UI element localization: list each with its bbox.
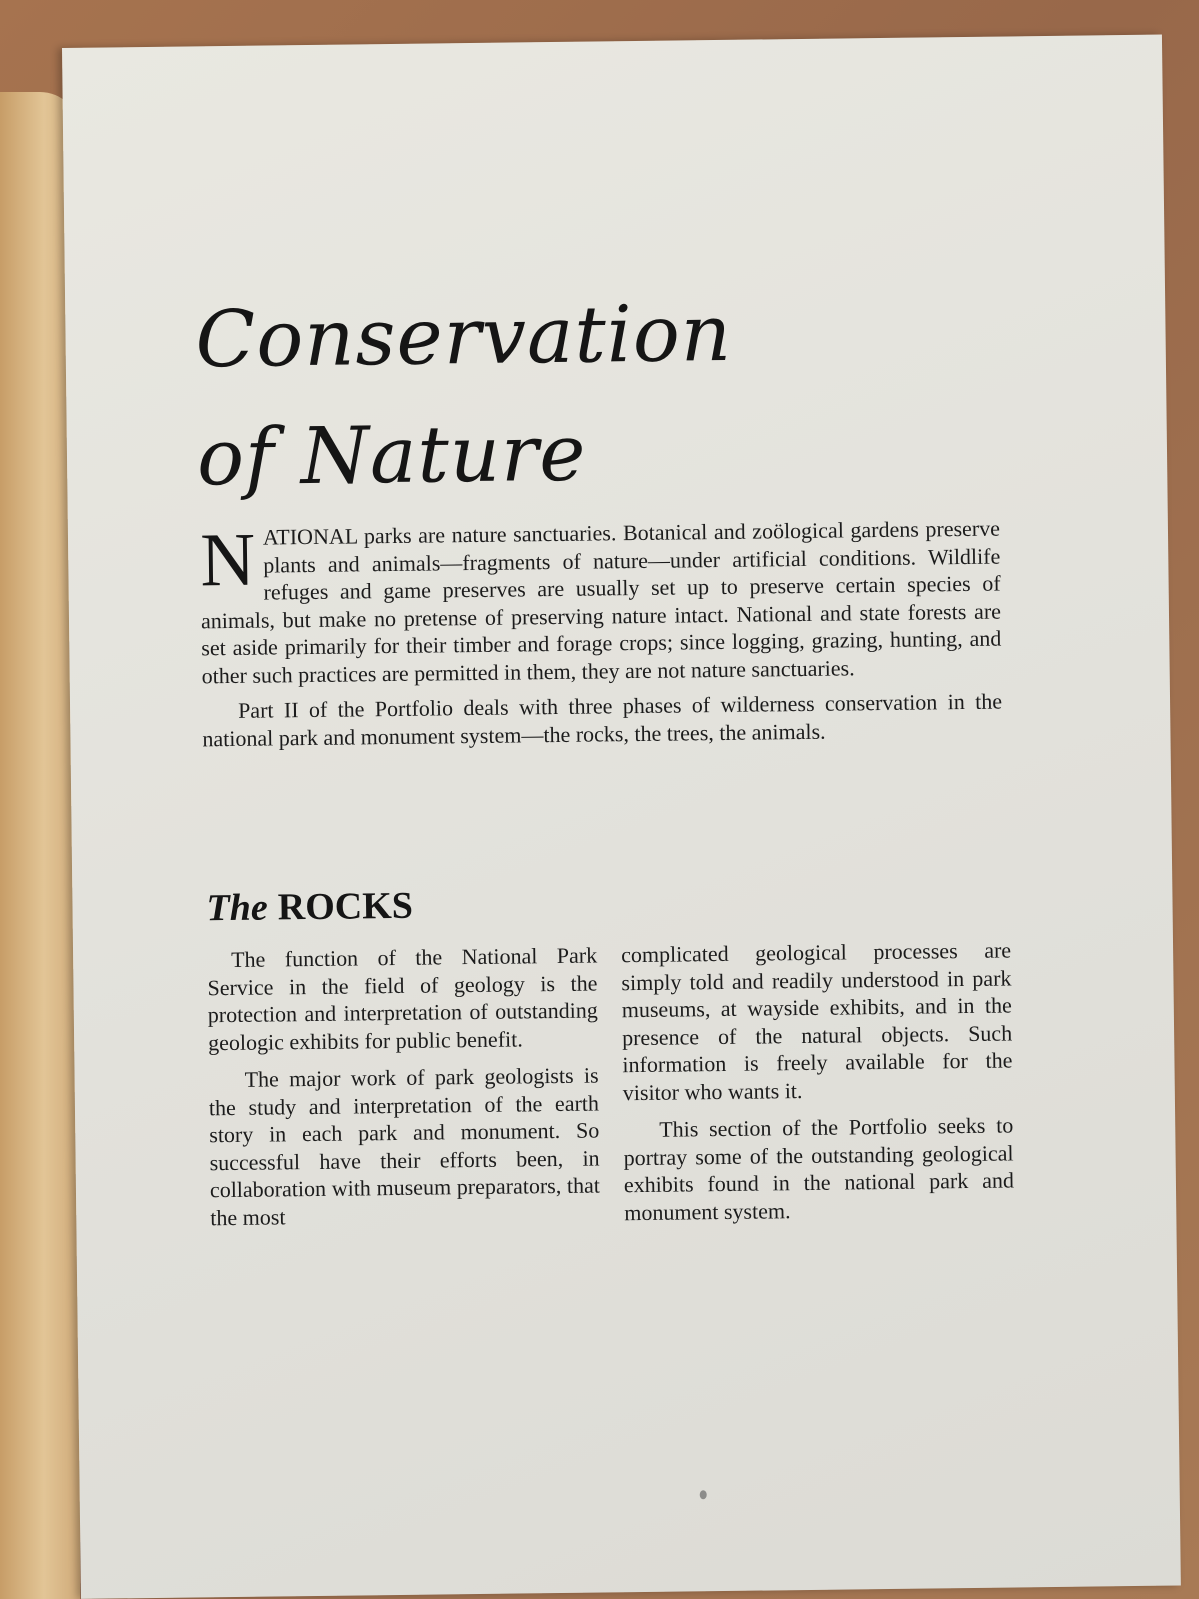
drop-cap: N: [199, 517, 256, 603]
left-column: [207, 942, 600, 1232]
booklet-page: [62, 35, 1181, 1599]
left-paragraph-1: The function of the National Park Service in the field of geology is the protection and interpretation of outstanding geologic exhibits for public benefit.: [207, 942, 598, 1055]
paper-speck: [700, 1490, 707, 1499]
left-paragraph-2: The major work of park geologists is the study and interpretation of the earth story in each park and monument. So successful have their efforts been, in collaboration with museum preparators, that the most: [208, 1062, 601, 1230]
section-heading-article: The: [206, 886, 268, 930]
right-paragraph-2: This section of the Portfolio seeks to portray some of the outstanding geological exhibits found in the national park and monument system.: [623, 1112, 1015, 1225]
intro-paragraph-1-text: ATIONAL parks are nature sanctuaries. Botanical and zoölogical gardens preserve plants and animals—fragments of nature—under artificial conditions. Wildlife refuges and game preserves are usually set up to preserve certain species of animals, but make no pretense of preserving nature intact. National and state forests are set aside primarily for their timber and forage crops; since logging, grazing, hunting, and other such practices are permitted in them, they are not nature sanctuaries.: [200, 515, 1002, 688]
intro-paragraph-1: [200, 515, 1002, 690]
page-title: [195, 275, 734, 518]
section-heading-word: ROCKS: [277, 884, 414, 929]
section-heading: [206, 884, 413, 931]
intro-text: [200, 515, 1003, 753]
intro-paragraph-2: Part II of the Portfolio deals with three phases of wilderness conservation in the national park and monument system—the rocks, the trees, the animals.: [202, 688, 1003, 751]
right-column: [621, 936, 1014, 1226]
title-line-1: Conservation: [195, 288, 733, 386]
right-paragraph-1: complicated geological processes are simply told and readily understood in park museums, at wayside exhibits, and in the presence of the natural objects. Such information is freely available for the visitor who wants it.: [620, 937, 1013, 1105]
title-line-2: of Nature: [196, 408, 587, 504]
